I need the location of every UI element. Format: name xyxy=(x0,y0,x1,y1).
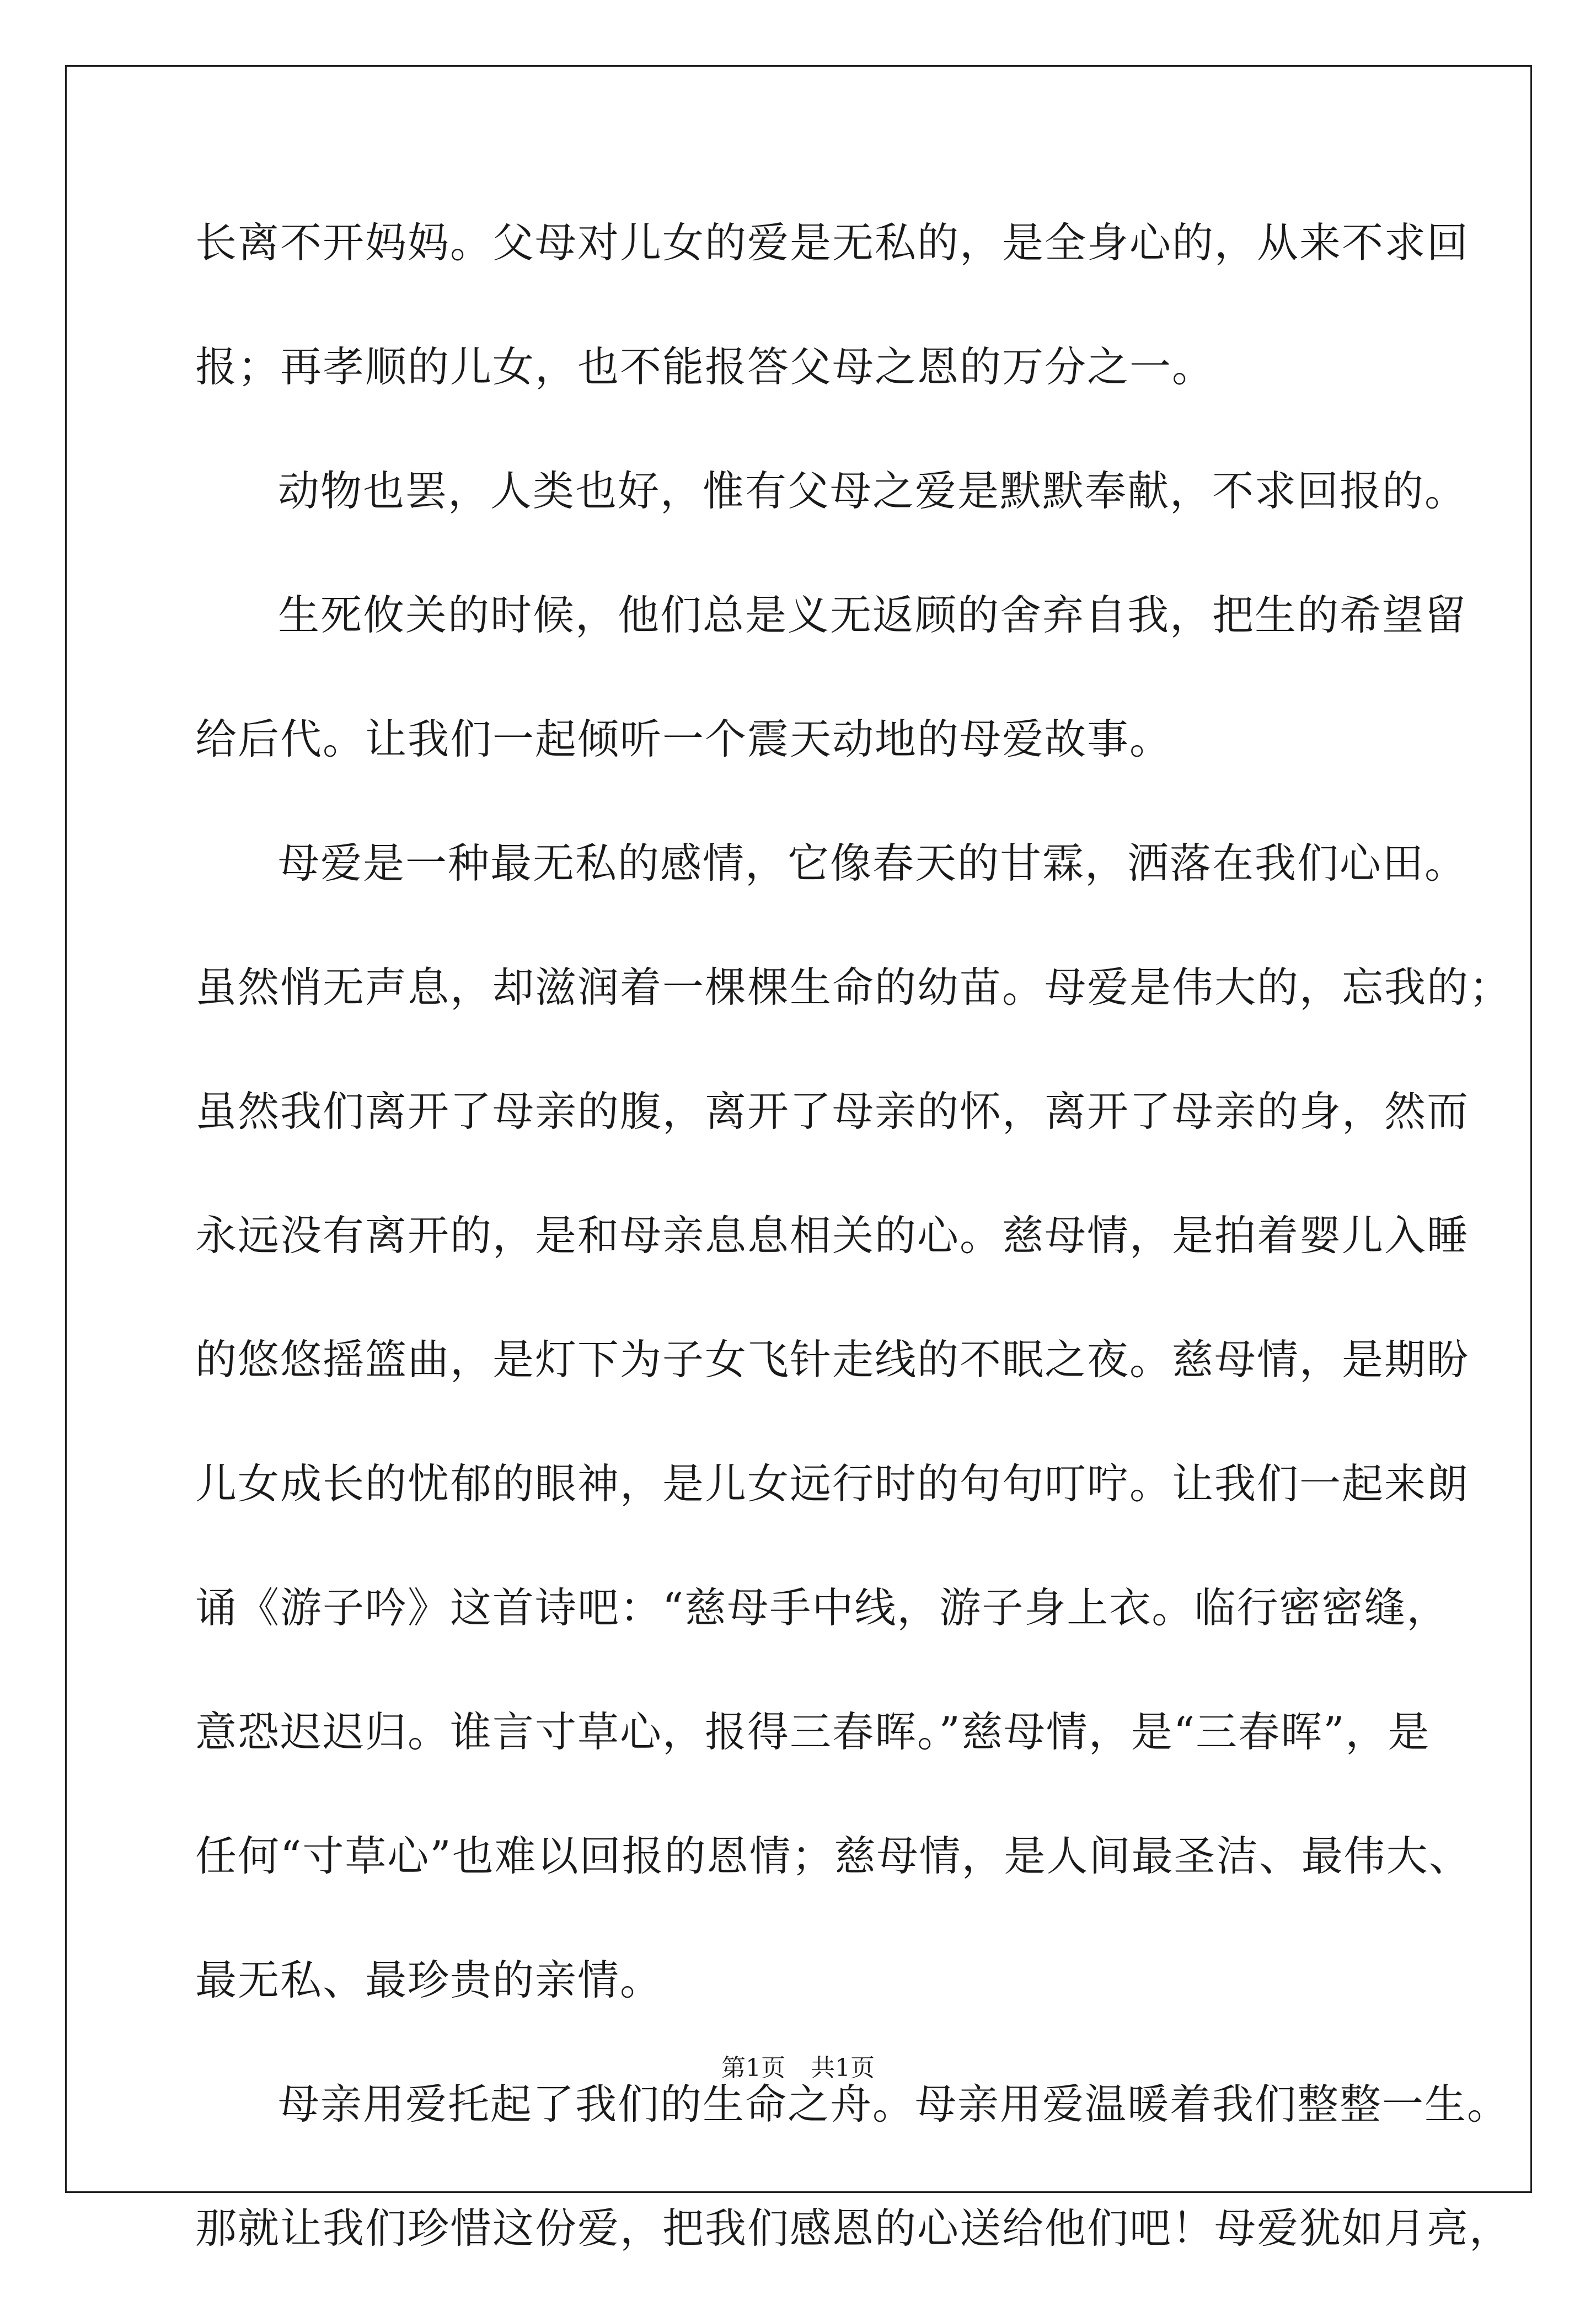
text-line: 的悠悠摇篮曲，是灯下为子女飞针走线的不眠之夜。慈母情，是期盼 xyxy=(195,1335,1470,1384)
text-line: 最无私、最珍贵的亲情。 xyxy=(195,1956,663,2004)
paragraph-start-line: 母亲用爱托起了我们的生命之舟。母亲用爱温暖着我们整整一生。 xyxy=(278,2080,1510,2128)
text-line: 给后代。让我们一起倾听一个震天动地的母爱故事。 xyxy=(195,715,1172,763)
paragraph-start-line: 生死攸关的时候，他们总是义无返顾的舍弃自我，把生的希望留 xyxy=(278,591,1468,639)
text-line: 意恐迟迟归。谁言寸草心，报得三春晖。”慈母情，是“三春晖”，是 xyxy=(195,1708,1431,1756)
text-line: 虽然悄无声息，却滋润着一棵棵生命的幼苗。母爱是伟大的，忘我的； xyxy=(195,963,1512,1012)
paragraph-start-line: 动物也罢，人类也好，惟有父母之爱是默默奉献，不求回报的。 xyxy=(278,467,1468,515)
text-line: 永远没有离开的，是和母亲息息相关的心。慈母情，是拍着婴儿入睡 xyxy=(195,1211,1470,1260)
text-line: 儿女成长的忧郁的眼神，是儿女远行时的句句叮咛。让我们一起来朗 xyxy=(195,1459,1470,1508)
text-line: 虽然我们离开了母亲的腹，离开了母亲的怀，离开了母亲的身，然而 xyxy=(195,1087,1470,1136)
document-body xyxy=(195,212,1512,2322)
text-line: 长离不开妈妈。父母对儿女的爱是无私的，是全身心的，从来不求回 xyxy=(195,218,1470,267)
paragraph-start-line: 母爱是一种最无私的感情，它像春天的甘霖，洒落在我们心田。 xyxy=(278,839,1468,887)
page-number-current: 第1页 xyxy=(721,2054,785,2082)
text-line: 那就让我们珍惜这份爱，把我们感恩的心送给他们吧！母爱犹如月亮， xyxy=(195,2204,1512,2253)
text-line: 任何“寸草心”也难以回报的恩情；慈母情，是人间最圣洁、最伟大、 xyxy=(195,1832,1471,1880)
page-footer xyxy=(0,2052,1596,2085)
page-number-total: 共1页 xyxy=(811,2054,875,2082)
text-line: 报；再孝顺的儿女，也不能报答父母之恩的万分之一。 xyxy=(195,343,1215,391)
text-line: 诵《游子吟》这首诗吧：“慈母手中线，游子身上衣。临行密密缝， xyxy=(195,1583,1449,1632)
